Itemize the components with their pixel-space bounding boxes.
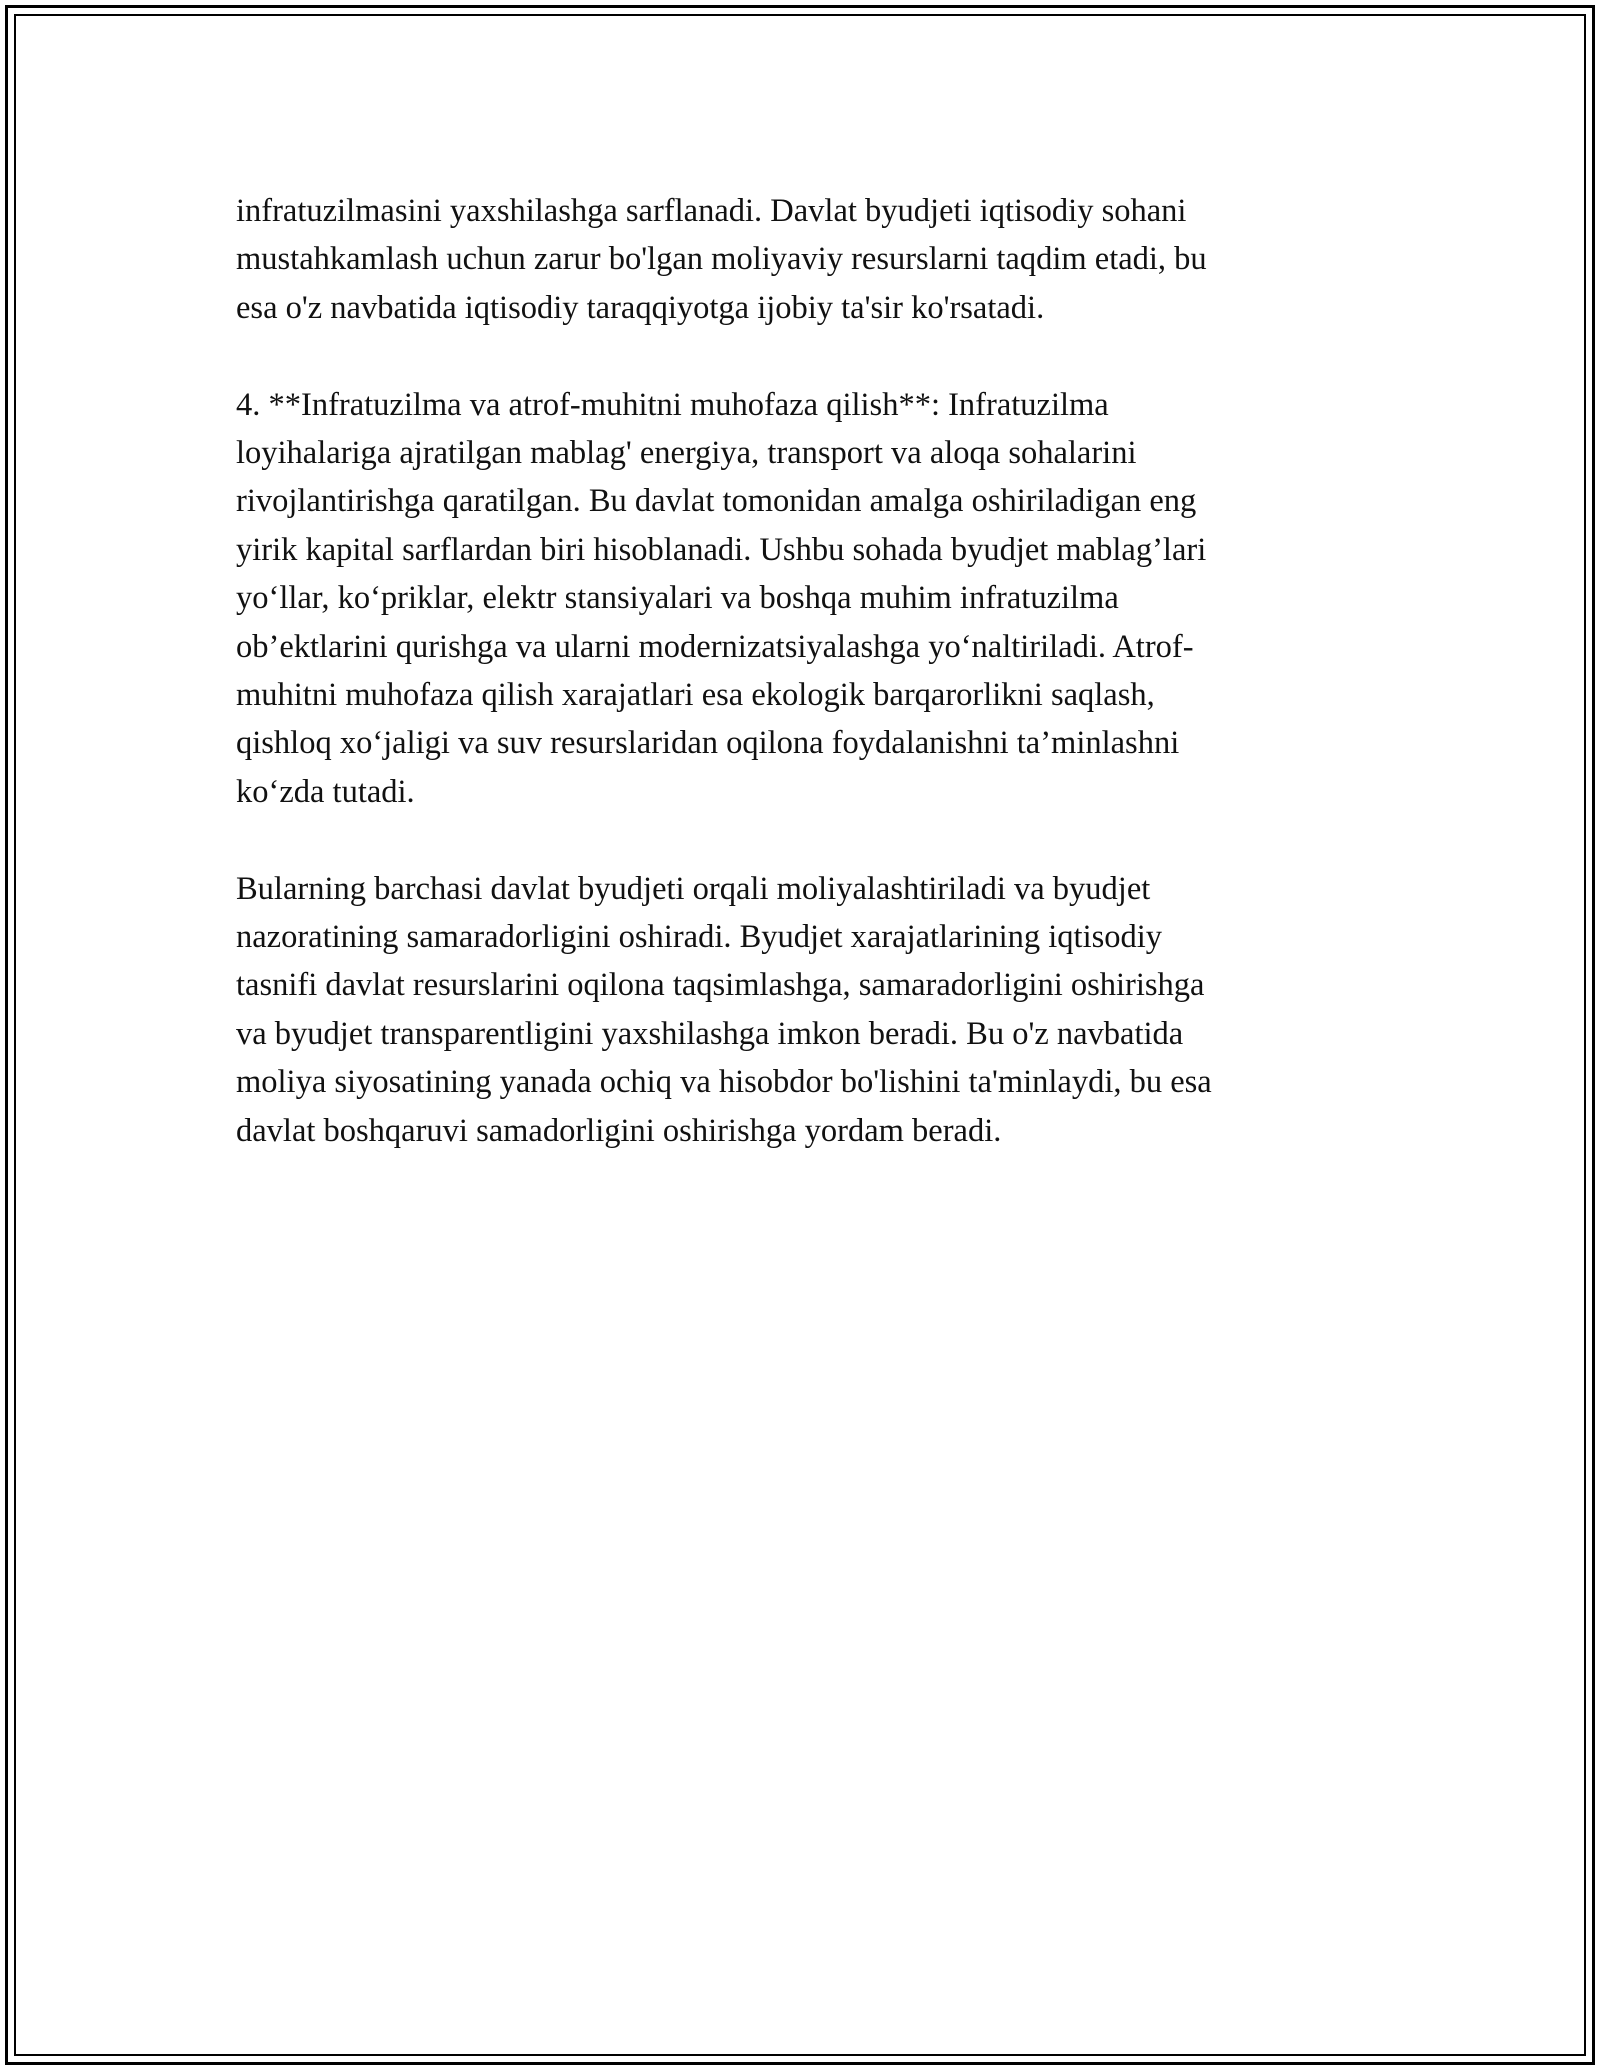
text-line: loyihalariga ajratilgan mablag' energiya, transport va aloqa sohalarini bbox=[236, 435, 1137, 472]
text-line: moliya siyosatining yanada ochiq va hisobdor bo'lishini ta'minlaydi, bu esa bbox=[236, 1064, 1212, 1101]
text-line: ob’ektlarini qurishga va ularni modernizatsiyalashga yo‘naltiriladi. Atrof- bbox=[236, 628, 1194, 665]
text-line: esa o'z navbatida iqtisodiy taraqqiyotga ijobiy ta'sir ko'rsatadi. bbox=[236, 289, 1045, 326]
text-line: 4. **Infratuzilma va atrof-muhitni muhofaza qilish**: Infratuzilma bbox=[236, 386, 1109, 423]
text-line: yirik kapital sarflardan biri hisoblanadi. Ushbu sohada byudjet mablag’lari bbox=[236, 531, 1207, 568]
text-line: yo‘llar, ko‘priklar, elektr stansiyalari va boshqa muhim infratuzilma bbox=[236, 580, 1119, 617]
text-line: ko‘zda tutadi. bbox=[236, 773, 415, 810]
text-line: muhitni muhofaza qilish xarajatlari esa ekologik barqarorlikni saqlash, bbox=[236, 677, 1155, 714]
text-line: nazoratining samaradorligini oshiradi. Byudjet xarajatlarining iqtisodiy bbox=[236, 919, 1163, 956]
document-body bbox=[236, 187, 1346, 1203]
text-line: Bularning barchasi davlat byudjeti orqali moliyalashtiriladi va byudjet bbox=[236, 870, 1151, 907]
text-line: tasnifi davlat resurslarini oqilona taqsimlashga, samaradorligini oshirishga bbox=[236, 967, 1205, 1004]
text-line: davlat boshqaruvi samadorligini oshirishga yordam beradi. bbox=[236, 1112, 1002, 1149]
text-line: va byudjet transparentligini yaxshilashga imkon beradi. Bu o'z navbatida bbox=[236, 1015, 1184, 1052]
text-line: qishloq xo‘jaligi va suv resurslaridan oqilona foydalanishni ta’minlashni bbox=[236, 725, 1180, 762]
text-line: mustahkamlash uchun zarur bo'lgan moliyaviy resurslarni taqdim etadi, bu bbox=[236, 241, 1207, 278]
paragraph-infrastructure bbox=[236, 381, 1346, 817]
text-line: rivojlantirishga qaratilgan. Bu davlat tomonidan amalga oshiriladigan eng bbox=[236, 483, 1197, 520]
paragraph-conclusion bbox=[236, 865, 1346, 1155]
text-line: infratuzilmasini yaxshilashga sarflanadi. Davlat byudjeti iqtisodiy sohani bbox=[236, 193, 1187, 229]
paragraph-budget-intro bbox=[236, 187, 1346, 332]
